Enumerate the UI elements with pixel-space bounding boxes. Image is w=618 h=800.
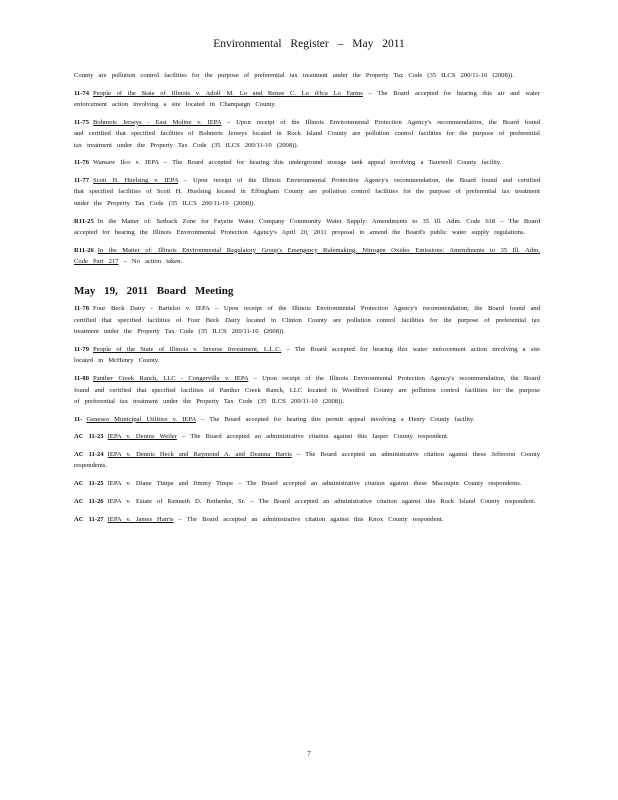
page-number: 7 xyxy=(307,750,311,758)
docket-entry xyxy=(74,157,540,168)
docket-number: 11-78 xyxy=(74,305,90,313)
docket-entry xyxy=(74,414,540,425)
docket-number: AC 11-23 xyxy=(74,433,104,441)
docket-entry xyxy=(74,449,540,472)
docket-entry xyxy=(74,373,540,407)
case-title: Bohnerts Jerseys - East Moline v. IEPA xyxy=(93,118,222,126)
docket-entry xyxy=(74,478,540,489)
entry-text: In the Matter of: Setback Zone for Fayette Water Company Community Water Supply: Amendments to 35 Ill. Adm. Code 618 – The Board accepted for hearing the Illinois Environmental Protection Agency's April 20, 2011 proposal to amend the Board's public water supply regulations. xyxy=(74,217,540,236)
docket-entry xyxy=(74,117,540,151)
case-title: In the Matter of: Illinois Environmental Regulatory Group's Emergency Rulemaking, Nitrogen Oxides Emissions: Amendments to 35 Ill. Adm. Code Part 217 xyxy=(74,246,540,266)
case-title: People of the State of Illinois v. Inverse Investment, L.L.C. xyxy=(93,345,282,353)
docket-number: 11-75 xyxy=(74,118,90,126)
entry-text: – The Board accepted for hearing this permit appeal involving a Henry County facility. xyxy=(195,415,475,423)
case-title: IEPA v. Dennis Heck and Raymond A. and Deanna Harris xyxy=(107,451,292,459)
docket-number: AC 11-26 xyxy=(74,497,104,505)
case-title: Scott H. Huelsing v. IEPA xyxy=(93,177,179,185)
entry-text: – Upon receipt of the Illinois Environmental Protection Agency's recommendation, the Board found and certified that specified facilities of Panther Creek Ranch, LLC located in Woodford County are pollution control facilities for the purpose of preferential tax treatment under the Property Tax Code (35 ILCS 200/11-10 (2008)). xyxy=(74,375,540,405)
docket-number: R11-25 xyxy=(74,217,94,225)
docket-number: 11-79 xyxy=(74,345,90,353)
docket-entry xyxy=(74,245,540,268)
entries-top xyxy=(74,70,540,267)
case-title: Panther Creek Ranch, LLC - Congerville v. IEPA xyxy=(93,375,249,383)
docket-entry xyxy=(74,88,540,111)
section-heading: May 19, 2011 Board Meeting xyxy=(74,285,234,298)
docket-entry xyxy=(74,344,540,367)
case-title: IEPA v. James Harris xyxy=(107,515,174,523)
docket-entry xyxy=(74,431,540,442)
docket-entry xyxy=(74,216,540,239)
case-title: IEPA v. Dennis Weiler xyxy=(107,433,177,441)
docket-number: 11-74 xyxy=(74,89,90,97)
case-title: Geneseo Municipal Utilities v. IEPA xyxy=(86,415,196,423)
docket-entry xyxy=(74,303,540,337)
page-content xyxy=(74,70,540,531)
entry-text: – The Board accepted an administrative citation against this Knox County respondent. xyxy=(173,515,444,523)
docket-number: 11- xyxy=(74,415,83,423)
entry-text: – The Board accepted an administrative citation against these Jefferson County respondents. xyxy=(74,451,540,470)
entry-text: – The Board accepted for hearing this water enforcement action involving a site located in McHenry County. xyxy=(74,345,540,365)
entry-text: Four Beck Dairy - Bartelso v. IEPA – Upon receipt of the Illinois Environmental Protection Agency's recommendation, the Board found and certified that specified facilities of Four Beck Dairy located in Clinton County are pollution control facilities for the purpose of preferential tax treatment under the Property Tax Code (35 ILCS 200/11-10 (2008)). xyxy=(74,305,540,336)
entry-text: County are pollution control facilities for the purpose of preferential tax treatment under the Property Tax Code (35 ILCS 200/11-10 (2008)). xyxy=(74,72,514,79)
docket-entry xyxy=(74,175,540,209)
docket-number: AC 11-24 xyxy=(74,451,104,459)
docket-entry xyxy=(74,514,540,525)
entry-text: – The Board accepted an administrative citation against this Jasper County respondent. xyxy=(176,433,449,441)
entry-text: – Upon receipt of the Illinois Environmental Protection Agency's recommendation, the Board found and certified that specified facilities of Bohnerts Jerseys located in Rock Island County are pollution control facilities for the purpose of preferential tax treatment under the Property Tax Code (35 ILCS 200/11-10 (2008)). xyxy=(74,118,540,149)
docket-number: 11-76 xyxy=(74,159,90,167)
docket-number: AC 11-27 xyxy=(74,515,104,523)
docket-number: 11-80 xyxy=(74,375,90,383)
docket-number: 11-77 xyxy=(74,177,90,185)
entry-text: Wansaw Ilco v. IEPA – The Board accepted for hearing this underground storage tank appeal involving a Tazewell County facility. xyxy=(93,159,502,167)
entry-text: IEPA v. Estate of Kenneth D. Bethenke, Sr. – The Board accepted an administrative citation against this Rock Island County respondent. xyxy=(107,497,536,505)
page-header: Environmental Register – May 2011 xyxy=(213,38,405,50)
entry-text: – No action taken. xyxy=(118,258,183,266)
entry-text: – Upon receipt of the Illinois Environmental Protection Agency's recommendation, the Board found and certified that specified facilities of Scott H. Huelsing located in Effingham County are pollution control facilities for the purpose of preferential tax treatment under the Property Tax Code (35 ILCS 200/11-10 (2008)). xyxy=(74,177,540,207)
docket-number: R11-26 xyxy=(74,246,94,254)
case-title: People of the State of Illinois v. Adolf M. Lo and Renee C. Lo d/b/a Lo Farms xyxy=(93,89,363,97)
docket-entry xyxy=(74,70,540,81)
entry-text: – The Board accepted for hearing this air and water enforcement action involving a site located in Champaign County. xyxy=(74,89,540,109)
docket-entry xyxy=(74,496,540,507)
entry-text: IEPA v. Diane Timpe and Jimmy Timpe – The Board accepted an administrative citation against these Macoupin County respondents. xyxy=(107,480,522,488)
docket-number: AC 11-25 xyxy=(74,480,104,488)
entries-bottom xyxy=(74,303,540,524)
